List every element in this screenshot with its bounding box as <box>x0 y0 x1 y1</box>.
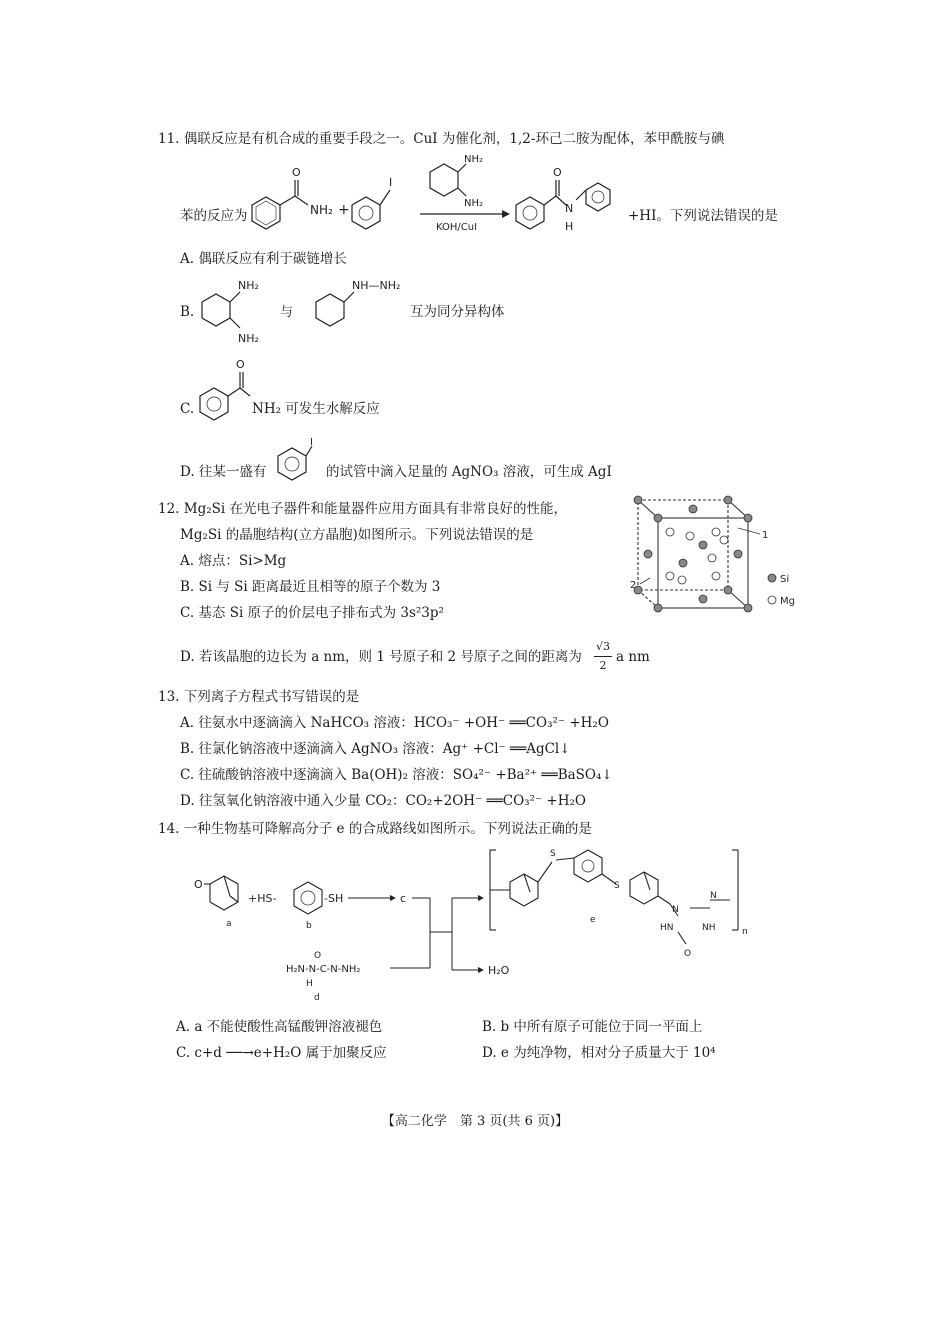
q14-label-c: c <box>400 892 407 905</box>
q14-option-d: D. e 为纯净物，相对分子质量大于 10⁴ <box>482 1045 716 1061</box>
q12-option-d-frac-den: 2 <box>599 659 607 672</box>
q11-option-c-text: NH₂ 可发生水解反应 <box>252 401 380 417</box>
q11-option-d-pre: D. 往某一盛有 <box>180 464 267 480</box>
q14-label-e: e <box>590 915 596 925</box>
q12-option-d: D. 若该晶胞的边长为 a nm，则 1 号原子和 2 号原子之间的距离为 <box>180 649 582 665</box>
q14-e-hn: HN <box>660 923 674 933</box>
q12-legend-si: Si <box>780 574 790 585</box>
page-footer: 【高二化学 第 3 页(共 6 页)】 <box>381 1114 569 1129</box>
q11-stem-suffix: +HI。下列说法错误的是 <box>628 208 778 224</box>
q14-e-n-sub: n <box>742 927 748 937</box>
q14-h2o: H₂O <box>488 964 510 977</box>
q11-option-d-post: 的试管中滴入足量的 AgNO₃ 溶液，可生成 AgI <box>326 464 612 480</box>
q12-option-a: A. 熔点：Si>Mg <box>180 553 287 569</box>
q11-carbonyl-o: O <box>292 166 301 179</box>
q14-label-b: b <box>306 921 312 931</box>
q11-product-o: O <box>553 166 562 179</box>
q14-option-c: C. c+d ──→e+H₂O 属于加聚反应 <box>176 1045 387 1061</box>
q12-option-b: B. Si 与 Si 距离最近且相等的原子个数为 3 <box>180 579 441 595</box>
q11-option-d-iodobenzene <box>272 436 324 486</box>
svg-text:I: I <box>310 437 313 448</box>
q11-product-h: H <box>565 220 574 233</box>
q11-product-n: N <box>565 202 574 215</box>
q11-plus: + <box>338 202 350 218</box>
q14-label-a: a <box>226 919 232 929</box>
q14-stem: 14. 一种生物基可降解高分子 e 的合成路线如图所示。下列说法正确的是 <box>158 821 592 837</box>
q11-option-a: A. 偶联反应有利于碳链增长 <box>180 251 347 267</box>
q11-catalyst: KOH/CuI <box>436 222 478 233</box>
svg-text:NH₂: NH₂ <box>238 279 259 292</box>
q11-reaction-scheme <box>240 150 620 245</box>
q14-label-d: d <box>314 993 320 1003</box>
q12-option-d-frac-num: √3 <box>595 640 610 653</box>
q11-nh2-label: NH₂ <box>310 203 333 217</box>
q14-option-b: B. b 中所有原子可能位于同一平面上 <box>482 1019 703 1035</box>
q12-label-2: 2 <box>630 580 637 591</box>
q14-plus-hs: +HS- <box>248 892 277 905</box>
q11-option-b-text: 互为同分异构体 <box>410 304 505 320</box>
q13-option-d: D. 往氢氧化钠溶液中通入少量 CO₂：CO₂+2OH⁻ ══CO₃²⁻ +H₂O <box>180 793 586 809</box>
q14-synthesis-route <box>190 840 770 1010</box>
q11-option-b-label: B. <box>180 304 195 320</box>
q14-e-n2: N <box>710 891 717 901</box>
q11-ligand-nh2-top: NH₂ <box>464 154 484 165</box>
q13-option-b: B. 往氯化钠溶液中逐滴滴入 AgNO₃ 溶液：Ag⁺ +Cl⁻ ══AgCl↓ <box>180 741 571 757</box>
q14-d-h: H <box>306 979 313 989</box>
q13-option-a: A. 往氨水中逐滴滴入 NaHCO₃ 溶液：HCO₃⁻ +OH⁻ ══CO₃²⁻ +H₂O <box>180 715 609 731</box>
q14-d-o: O <box>314 951 322 961</box>
q11-stem-line1: 11. 偶联反应是有机合成的重要手段之一。CuI 为催化剂，1,2-环己二胺为配体，苯甲酰胺与碘 <box>158 131 725 147</box>
q12-option-d-tail: a nm <box>616 649 650 665</box>
q14-d-formula: H₂N-N-C-N-NH₂ <box>286 964 361 975</box>
q13-stem: 13. 下列离子方程式书写错误的是 <box>158 689 360 705</box>
q12-crystal-cell <box>620 488 810 623</box>
q14-option-a: A. a 不能使酸性高锰酸钾溶液褪色 <box>176 1019 383 1035</box>
q11-option-c-benzamide <box>194 356 254 426</box>
q12-option-c: C. 基态 Si 原子的价层电子排布式为 3s²3p² <box>180 605 444 621</box>
q14-e-s2: S <box>614 881 620 891</box>
q12-legend-mg: Mg <box>780 596 795 607</box>
q14-e-nh: NH <box>702 923 716 933</box>
q11-stem-prefix: 苯的反应为 <box>180 208 248 224</box>
q12-line1: 12. Mg₂Si 在光电子器件和能量器件应用方面具有非常良好的性能， <box>158 501 567 517</box>
q14-e-n1: N <box>672 905 679 915</box>
q14-e-s1: S <box>550 849 556 859</box>
q11-ligand-nh2-bottom: NH₂ <box>464 198 484 209</box>
q14-sh: -SH <box>324 892 344 905</box>
q11-iodo-label: I <box>389 176 393 189</box>
svg-text:NH₂: NH₂ <box>238 332 259 345</box>
q11-option-b-nhnh2: NH—NH₂ <box>352 279 401 292</box>
q14-e-o: O <box>684 949 692 959</box>
q13-option-c: C. 往硫酸钠溶液中逐滴滴入 Ba(OH)₂ 溶液：SO₄²⁻ +Ba²⁺ ══BaSO₄↓ <box>180 767 613 783</box>
q11-option-b-with: 与 <box>280 305 294 320</box>
q11-option-b-structures <box>196 272 416 352</box>
q14-a-o: O <box>194 878 203 891</box>
svg-text:O: O <box>236 358 245 371</box>
q12-label-1: 1 <box>762 530 769 541</box>
q12-line2: Mg₂Si 的晶胞结构(立方晶胞)如图所示。下列说法错误的是 <box>180 527 534 543</box>
q11-option-c-label: C. <box>180 401 195 417</box>
